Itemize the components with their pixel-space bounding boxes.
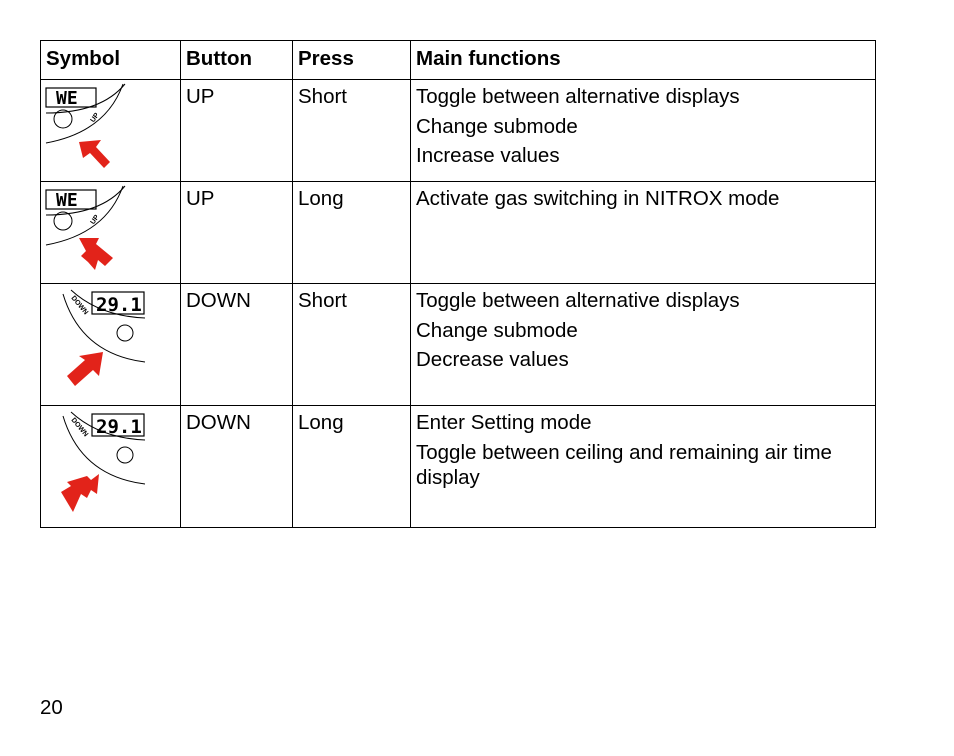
table-row: [41, 80, 876, 182]
header-main-functions: Main functions: [411, 41, 876, 80]
long-press-arrow-icon: [61, 474, 99, 512]
function-item: Toggle between alternative displays: [416, 85, 740, 108]
function-item: Change submode: [416, 318, 578, 342]
table-header-row: [41, 41, 876, 80]
functions-cell: [411, 406, 876, 528]
button-cell: DOWN: [181, 406, 293, 528]
up-button-label: UP: [89, 111, 101, 124]
press-cell: Long: [293, 182, 411, 284]
long-press-arrow-icon: [79, 238, 113, 270]
display-readout: 29.1: [96, 294, 142, 316]
function-item: Increase values: [416, 144, 560, 167]
up-button-long-press-icon: [41, 182, 180, 282]
table-row: [41, 182, 876, 284]
function-item: Activate gas switching in NITROX mode: [416, 187, 780, 210]
press-arrow-icon: [67, 352, 103, 386]
button-cell: UP: [181, 182, 293, 284]
down-button-label: DOWN: [69, 416, 90, 439]
down-button-label: DOWN: [69, 294, 90, 317]
up-button-short-press-icon: [41, 80, 180, 180]
header-symbol: Symbol: [41, 41, 181, 80]
display-readout: WE: [56, 190, 78, 211]
symbol-cell: [41, 182, 181, 284]
button-cell: DOWN: [181, 284, 293, 406]
function-item: Toggle between alternative displays: [416, 289, 740, 312]
function-item: Decrease values: [416, 348, 569, 371]
functions-cell: [411, 182, 876, 284]
table-row: [41, 284, 876, 406]
function-item: Change submode: [416, 114, 578, 138]
symbol-cell: [41, 406, 181, 528]
display-readout: 29.1: [96, 416, 142, 438]
display-readout: WE: [56, 88, 78, 109]
functions-cell: [411, 80, 876, 182]
function-item: Toggle between ceiling and remaining air time display: [416, 440, 832, 489]
down-button-short-press-icon: [41, 284, 180, 404]
functions-cell: [411, 284, 876, 406]
press-cell: Short: [293, 80, 411, 182]
button-functions-table: [40, 40, 876, 528]
page-number: 20: [40, 696, 63, 719]
header-press: Press: [293, 41, 411, 80]
up-button-label: UP: [89, 213, 101, 226]
header-button: Button: [181, 41, 293, 80]
press-arrow-icon: [79, 140, 110, 168]
press-cell: Long: [293, 406, 411, 528]
press-cell: Short: [293, 284, 411, 406]
function-item: Enter Setting mode: [416, 411, 592, 434]
symbol-cell: [41, 284, 181, 406]
symbol-cell: [41, 80, 181, 182]
down-button-long-press-icon: [41, 406, 180, 526]
table-row: [41, 406, 876, 528]
button-cell: UP: [181, 80, 293, 182]
